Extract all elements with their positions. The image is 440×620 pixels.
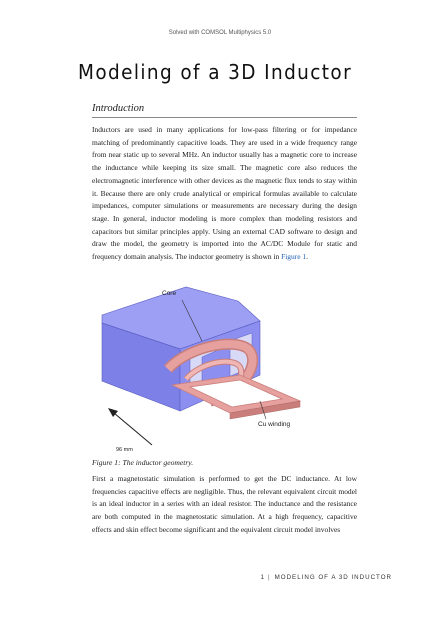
- footer-title: MODELING OF A 3D INDUCTOR: [274, 574, 392, 581]
- page-number: 1: [260, 574, 265, 581]
- section-heading: Introduction: [92, 103, 145, 114]
- figure-caption: Figure 1: The inductor geometry.: [92, 458, 194, 467]
- intro-paragraph-end: .: [306, 252, 308, 262]
- page-footer: [0, 574, 392, 581]
- scale-arrow: [114, 413, 152, 445]
- scale-label: 96 mm: [116, 447, 133, 453]
- intro-paragraph: [92, 124, 357, 264]
- document-title: Modeling of a 3D Inductor: [78, 60, 353, 84]
- inductor-figure: [90, 283, 340, 455]
- footer-separator: |: [268, 574, 271, 581]
- page-header: Solved with COMSOL Multiphysics 5.0: [168, 30, 272, 36]
- winding-label: Cu winding: [258, 421, 291, 428]
- core-label: Core: [162, 290, 177, 297]
- intro-paragraph-text: Inductors are used in many applications for low-pass filtering or for impedance matching of predominantly capacitive loads. They are used in a wide frequency range from near static up to several MHz. An inductor usually has a magnetic core to increase the inductance while keeping its size small. The magnetic core also reduces the electromagnetic interference with other devices as the magnetic flux tends to stay within it. Because there are only crude analytical or empirical formulas available to calculate impedances, computer simulations or measurements are necessary during the design stage. In general, inductor modeling is more complex than modeling resistors and capacitors but similar principles apply. Using an external CAD software to design and draw the model, the geometry is imported into the AC/DC Module for static and frequency domain analysis. The inductor geometry is shown in: [92, 125, 357, 262]
- section-rule: [92, 117, 357, 118]
- body-paragraph: First a magnetostatic simulation is performed to get the DC inductance. At low frequencies capacitive effects are negligible. Thus, the relevant equivalent circuit model is an ideal inductor in a series with an ideal resistor. The inductance and the resistance are both computed in the magnetostatic simulation. At a high frequency, capacitive effects and skin effect become significant and the equivalent circuit model involves: [92, 474, 357, 534]
- figure-link[interactable]: Figure 1: [281, 252, 307, 262]
